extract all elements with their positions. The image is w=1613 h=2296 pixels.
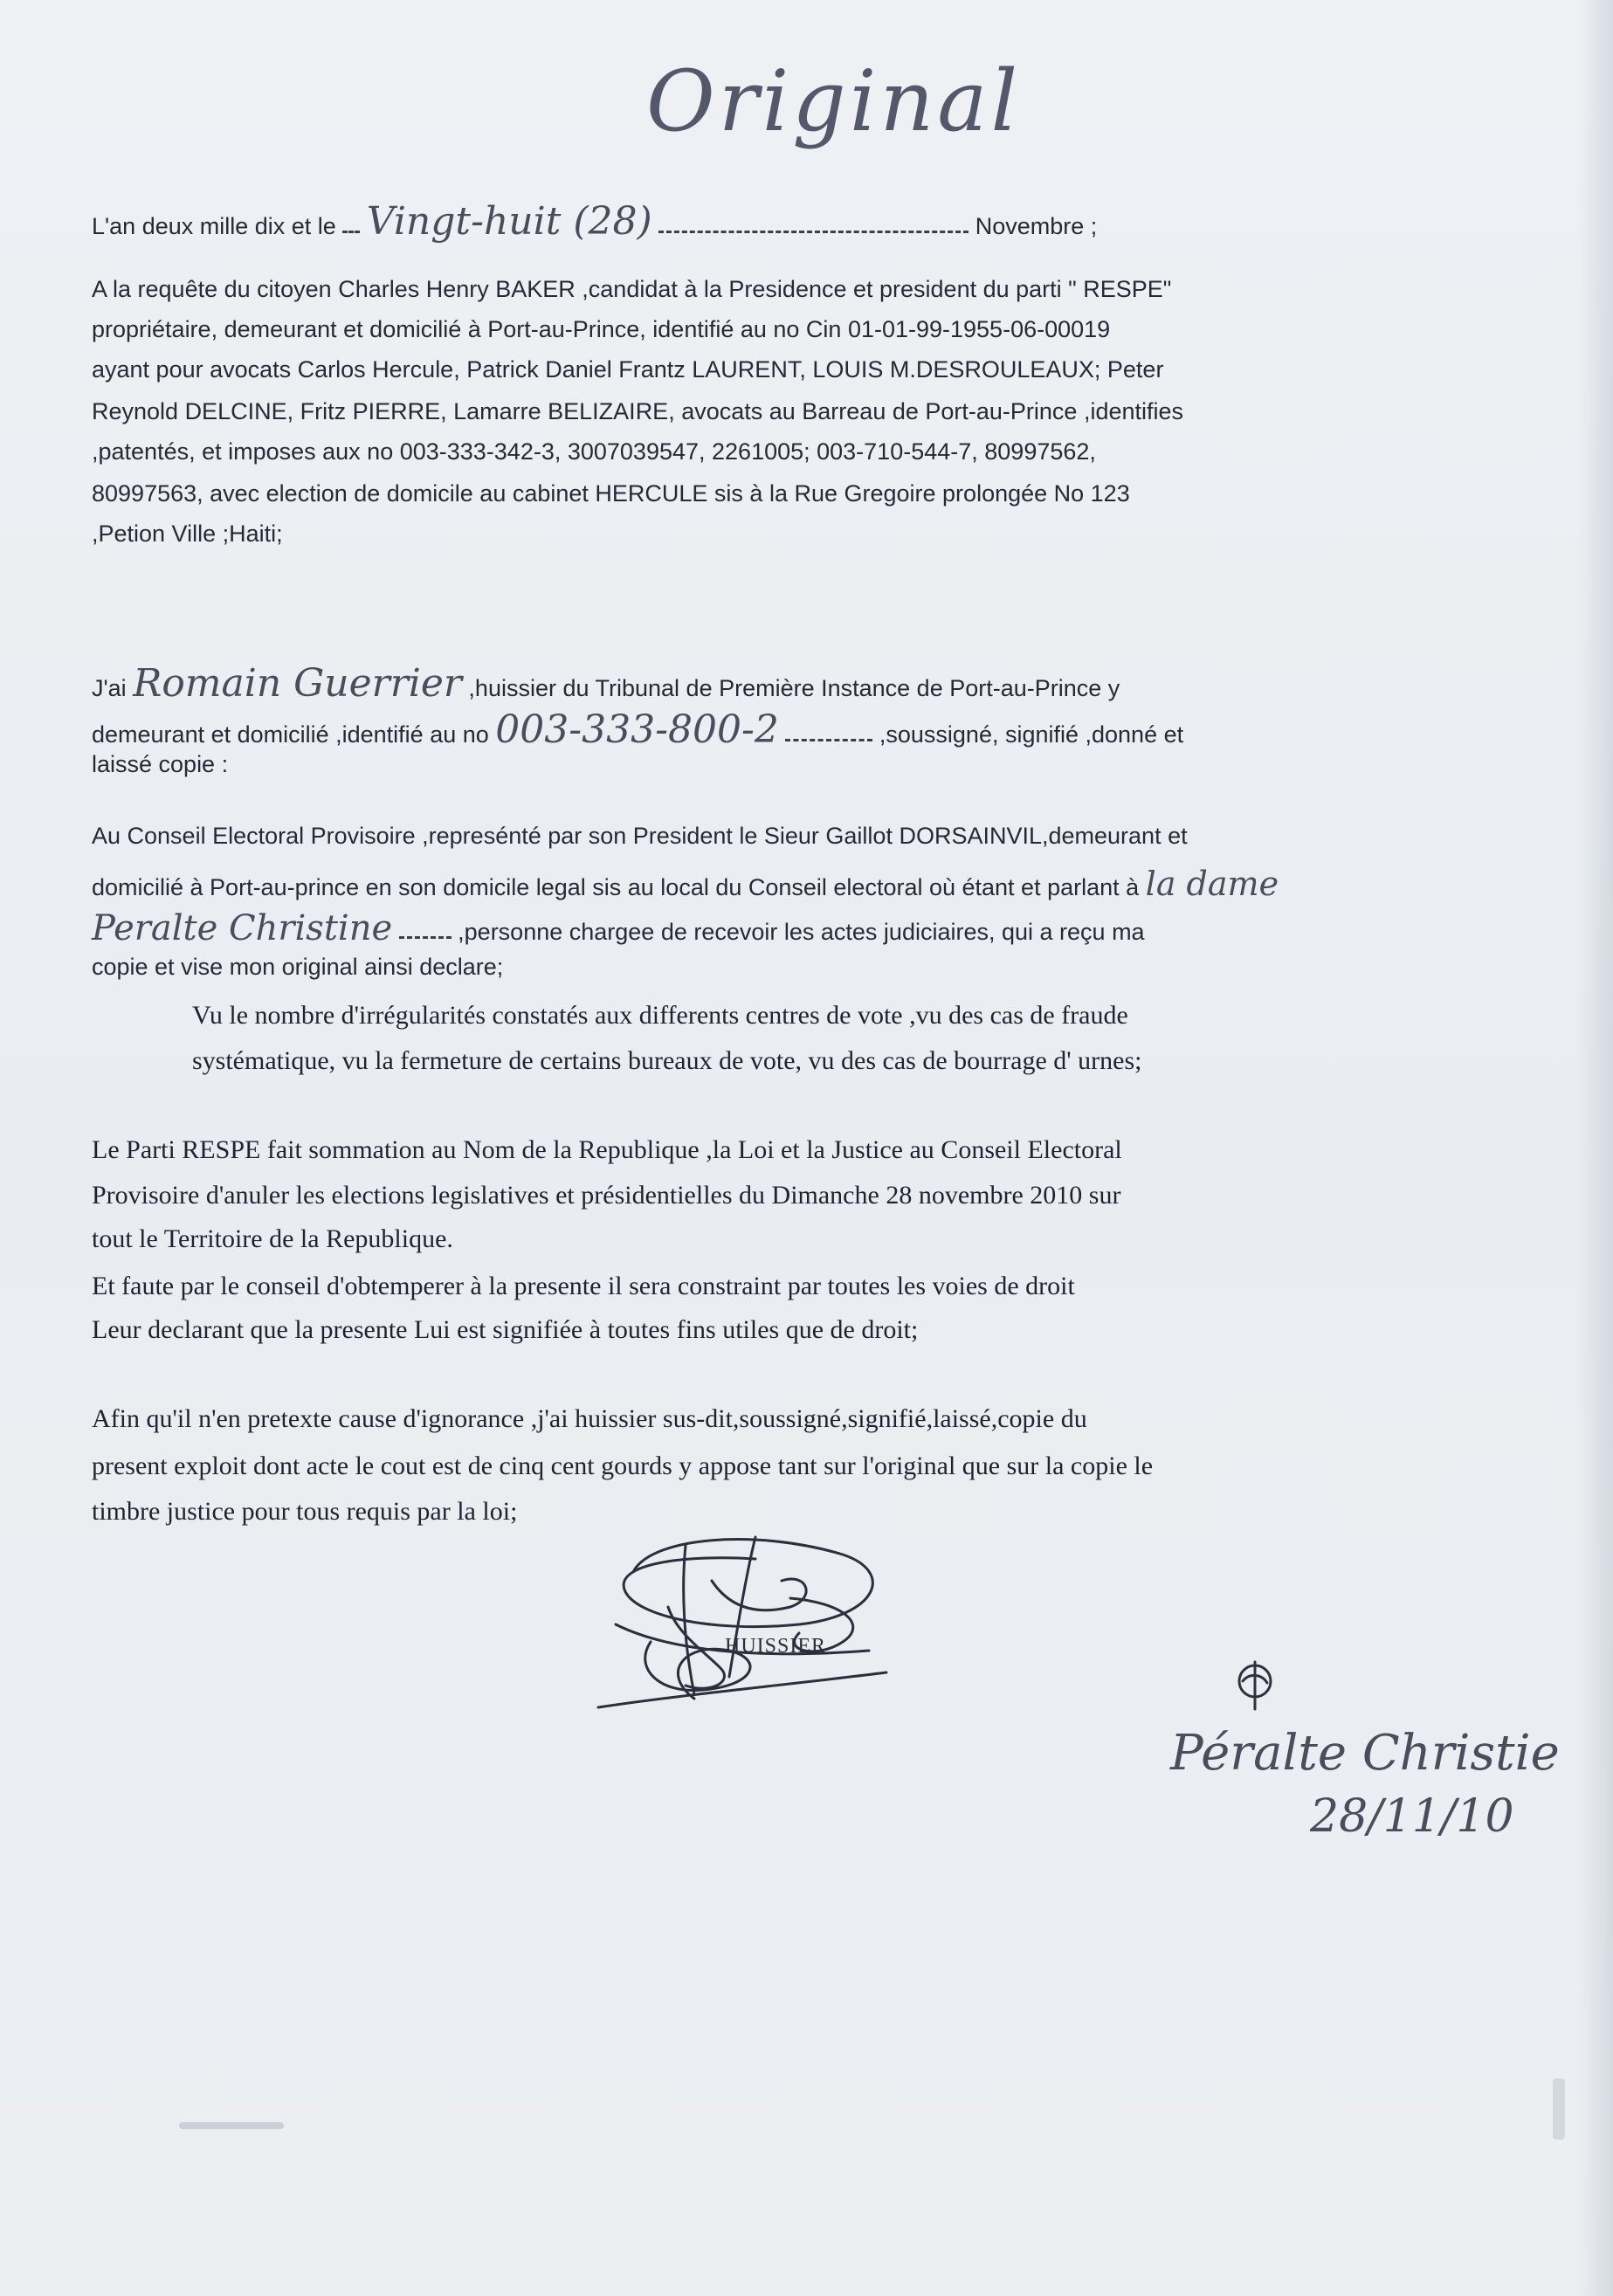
recipient-signature-name: Péralte Christie [1170, 1725, 1560, 1782]
huissier-line-lead: J'ai [92, 675, 127, 701]
date-line-month: Novembre ; [975, 213, 1098, 239]
handwritten-recipient-inline: la dame [1145, 865, 1279, 903]
handwritten-huissier-id: 003-333-800-2 [495, 707, 779, 752]
text-line: systématique, vu la fermeture de certains bureaux de vote, vu des cas de bourrage d' urnes; [192, 1046, 1142, 1075]
text-line: Au Conseil Electoral Provisoire ,represénté par son President le Sieur Gaillot DORSAINVIL,demeurant et [92, 823, 1188, 849]
text-line: Et faute par le conseil d'obtemperer à la presente il sera constraint par toutes les voies de droit [92, 1272, 1075, 1300]
date-line [92, 199, 1419, 244]
handwritten-recipient-name: Peralte Christine [92, 908, 393, 948]
recipient-signature-date: 28/11/10 [1310, 1790, 1514, 1843]
recipient-name-line-rest: ,personne chargee de recevoir les actes judiciaires, qui a reçu ma [458, 919, 1145, 945]
fill-dashes [342, 222, 360, 233]
recipient-name-line [92, 908, 1419, 948]
huissier-stamp-label: HUISSIER [725, 1635, 827, 1658]
fill-dashes [399, 927, 452, 939]
fill-dashes [658, 222, 968, 233]
text-line: 80997563, avec election de domicile au cabinet HERCULE sis à la Rue Gregoire prolongée No 123 [92, 480, 1130, 507]
text-line: A la requête du citoyen Charles Henry BAKER ,candidat à la Presidence et president du parti " RESPE" [92, 276, 1172, 302]
recipient-line-lead: domicilié à Port-au-prince en son domicile legal sis au local du Conseil electoral où étant et parlant à [92, 874, 1140, 900]
handwritten-title: Original [646, 52, 1022, 150]
id-line-rest: ,soussigné, signifié ,donné et [879, 721, 1184, 748]
text-line: Leur declarant que la presente Lui est signifiée à toutes fins utiles que de droit; [92, 1315, 919, 1344]
text-line: present exploit dont acte le cout est de cinq cent gourds y appose tant sur l'original que sur la copie le [92, 1451, 1154, 1480]
text-line: laissé copie : [92, 751, 229, 777]
text-line: timbre justice pour tous requis par la loi; [92, 1497, 518, 1526]
handwritten-huissier-name: Romain Guerrier [133, 661, 462, 706]
huissier-line-rest: ,huissier du Tribunal de Première Instance de Port-au-Prince y [468, 675, 1120, 701]
text-line: ayant pour avocats Carlos Hercule, Patrick Daniel Frantz LAURENT, LOUIS M.DESROULEAUX; Peter [92, 356, 1164, 383]
huissier-line [92, 661, 1419, 706]
recipient-line [92, 865, 1419, 903]
text-line: Vu le nombre d'irrégularités constatés aux differents centres de vote ,vu des cas de fraude [192, 1001, 1128, 1030]
page-edge-shadow [1578, 0, 1613, 2296]
recipient-initial-mark [1227, 1655, 1288, 1716]
fill-dashes [785, 730, 872, 741]
huissier-signature [581, 1520, 913, 1720]
id-line [92, 707, 1419, 752]
scan-artifact [179, 2122, 284, 2129]
scan-artifact [1553, 2079, 1565, 2140]
text-line: tout le Territoire de la Republique. [92, 1224, 453, 1253]
handwritten-date-words: Vingt-huit (28) [366, 199, 652, 244]
text-line: ,Petion Ville ;Haiti; [92, 521, 283, 547]
text-line: copie et vise mon original ainsi declare; [92, 954, 504, 980]
text-line: Provisoire d'anuler les elections legislatives et présidentielles du Dimanche 28 novembre 2010 sur [92, 1181, 1121, 1210]
text-line: Le Parti RESPE fait sommation au Nom de la Republique ,la Loi et la Justice au Conseil Electoral [92, 1135, 1122, 1164]
text-line: ,patentés, et imposes aux no 003-333-342-3, 3007039547, 2261005; 003-710-544-7, 80997562, [92, 438, 1096, 465]
text-line: Afin qu'il n'en pretexte cause d'ignorance ,j'ai huissier sus-dit,soussigné,signifié,laissé,copie du [92, 1404, 1087, 1433]
text-line: propriétaire, demeurant et domicilié à Port-au-Prince, identifié au no Cin 01-01-99-1955-06-00019 [92, 316, 1111, 342]
text-line: Reynold DELCINE, Fritz PIERRE, Lamarre BELIZAIRE, avocats au Barreau de Port-au-Prince ,identifies [92, 398, 1184, 424]
id-line-lead: demeurant et domicilié ,identifié au no [92, 721, 489, 748]
date-line-lead: L'an deux mille dix et le [92, 213, 336, 239]
